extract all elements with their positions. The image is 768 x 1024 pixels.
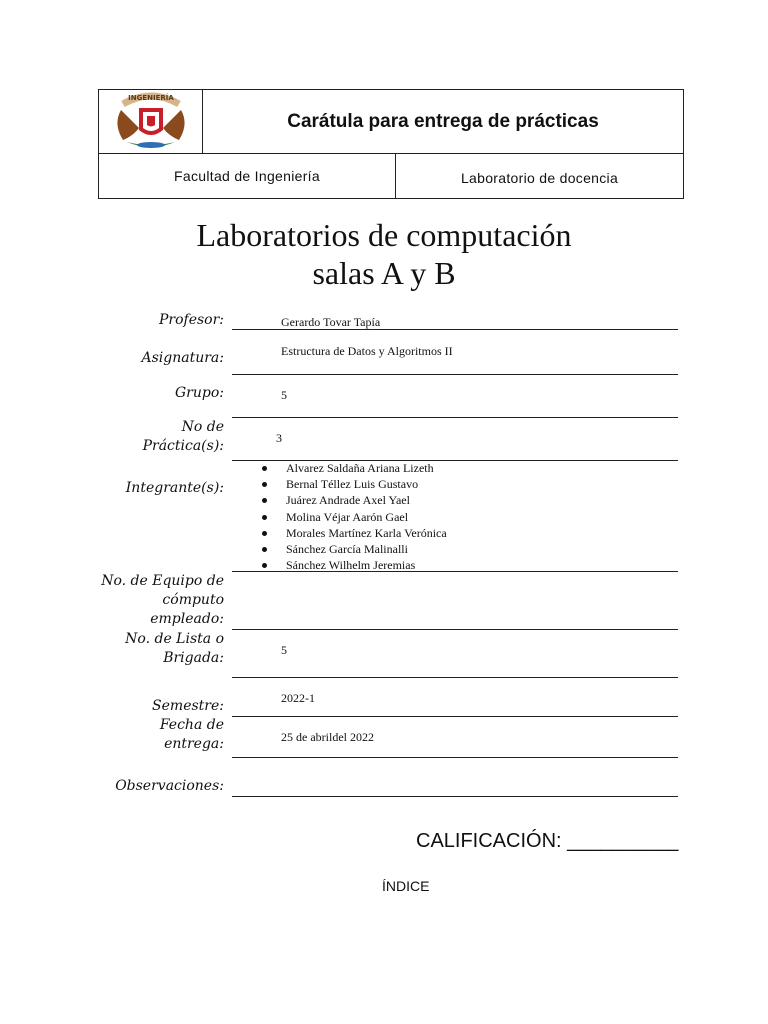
fecha-label-line2: entrega:: [164, 736, 224, 752]
indice-heading: ÍNDICE: [382, 878, 430, 894]
semestre-value: 2022-1: [281, 691, 315, 705]
bullet-icon: [262, 515, 267, 520]
grupo-label: Grupo:: [175, 385, 224, 401]
equipo-label-line3: empleado:: [150, 611, 224, 627]
practica-label-line1: No de: [181, 419, 224, 435]
page-title-line1: Laboratorios de computación: [196, 217, 572, 253]
header-table: [98, 89, 684, 199]
bullet-icon: [262, 482, 267, 487]
member-name: Molina Véjar Aarón Gael: [286, 509, 409, 524]
integrantes-list: [262, 460, 447, 573]
faculty-label: Facultad de Ingeniería: [99, 153, 396, 199]
member-name: Alvarez Saldaña Ariana Lizeth: [286, 461, 434, 475]
list-item: [262, 492, 447, 508]
logo-cell: [99, 90, 203, 153]
asignatura-value: Estructura de Datos y Algoritmos II: [281, 344, 453, 358]
integrantes-line: [232, 571, 678, 572]
header-title: Carátula para entrega de prácticas: [287, 110, 599, 132]
observaciones-label: Observaciones:: [115, 778, 224, 794]
lista-label-line2: Brigada:: [163, 650, 224, 666]
fecha-value: 25 de abrildel 2022: [281, 730, 374, 744]
member-name: Morales Martínez Karla Verónica: [286, 525, 447, 540]
bullet-icon: [262, 498, 267, 503]
practica-value: 3: [276, 431, 282, 445]
equipo-label-line2: cómputo: [162, 592, 224, 608]
lista-line: [232, 677, 678, 678]
header-row-top: [99, 90, 683, 154]
calificacion-label: CALIFICACIÓN: __________: [416, 830, 679, 852]
header-row-bottom: [99, 153, 683, 199]
lab-label: Laboratorio de docencia: [460, 170, 619, 186]
profesor-value: Gerardo Tovar Tapía: [281, 315, 381, 329]
bullet-icon: [262, 466, 267, 471]
practica-label-line2: Práctica(s):: [142, 438, 224, 454]
integrantes-label: Integrante(s):: [125, 480, 224, 496]
member-name: Juárez Andrade Axel Yael: [286, 493, 410, 508]
semestre-line: [232, 716, 678, 717]
observaciones-line: [232, 796, 678, 797]
member-name: Bernal Téllez Luis Gustavo: [286, 477, 419, 492]
bullet-icon: [262, 531, 267, 536]
asignatura-label: Asignatura:: [141, 350, 224, 366]
page-title: [0, 216, 768, 292]
equipo-line: [232, 629, 678, 630]
profesor-line: [232, 329, 678, 330]
semestre-label: Semestre:: [152, 698, 224, 714]
list-item: [262, 541, 447, 557]
page-title-line2: salas A y B: [312, 255, 456, 291]
grupo-line: [232, 417, 678, 418]
unam-logo-icon: [99, 90, 202, 153]
bullet-icon: [262, 547, 267, 552]
list-item: [262, 460, 447, 476]
bullet-icon: [262, 563, 267, 568]
asignatura-line: [232, 374, 678, 375]
fecha-label-line1: Fecha de: [159, 717, 224, 733]
list-item: [262, 525, 447, 541]
profesor-label: Profesor:: [158, 312, 224, 328]
list-item: [262, 509, 447, 525]
grupo-value: 5: [281, 388, 287, 402]
member-name: Sánchez García Malinalli: [286, 542, 408, 557]
list-item: [262, 476, 447, 492]
svg-text:INGENIERÍA: INGENIERÍA: [128, 94, 174, 102]
equipo-label-line1: No. de Equipo de: [101, 573, 224, 589]
lista-value: 5: [281, 643, 287, 657]
fecha-line: [232, 757, 678, 758]
lista-label-line1: No. de Lista o: [125, 631, 224, 647]
member-name: Sánchez Wilhelm Jeremias: [286, 558, 416, 573]
